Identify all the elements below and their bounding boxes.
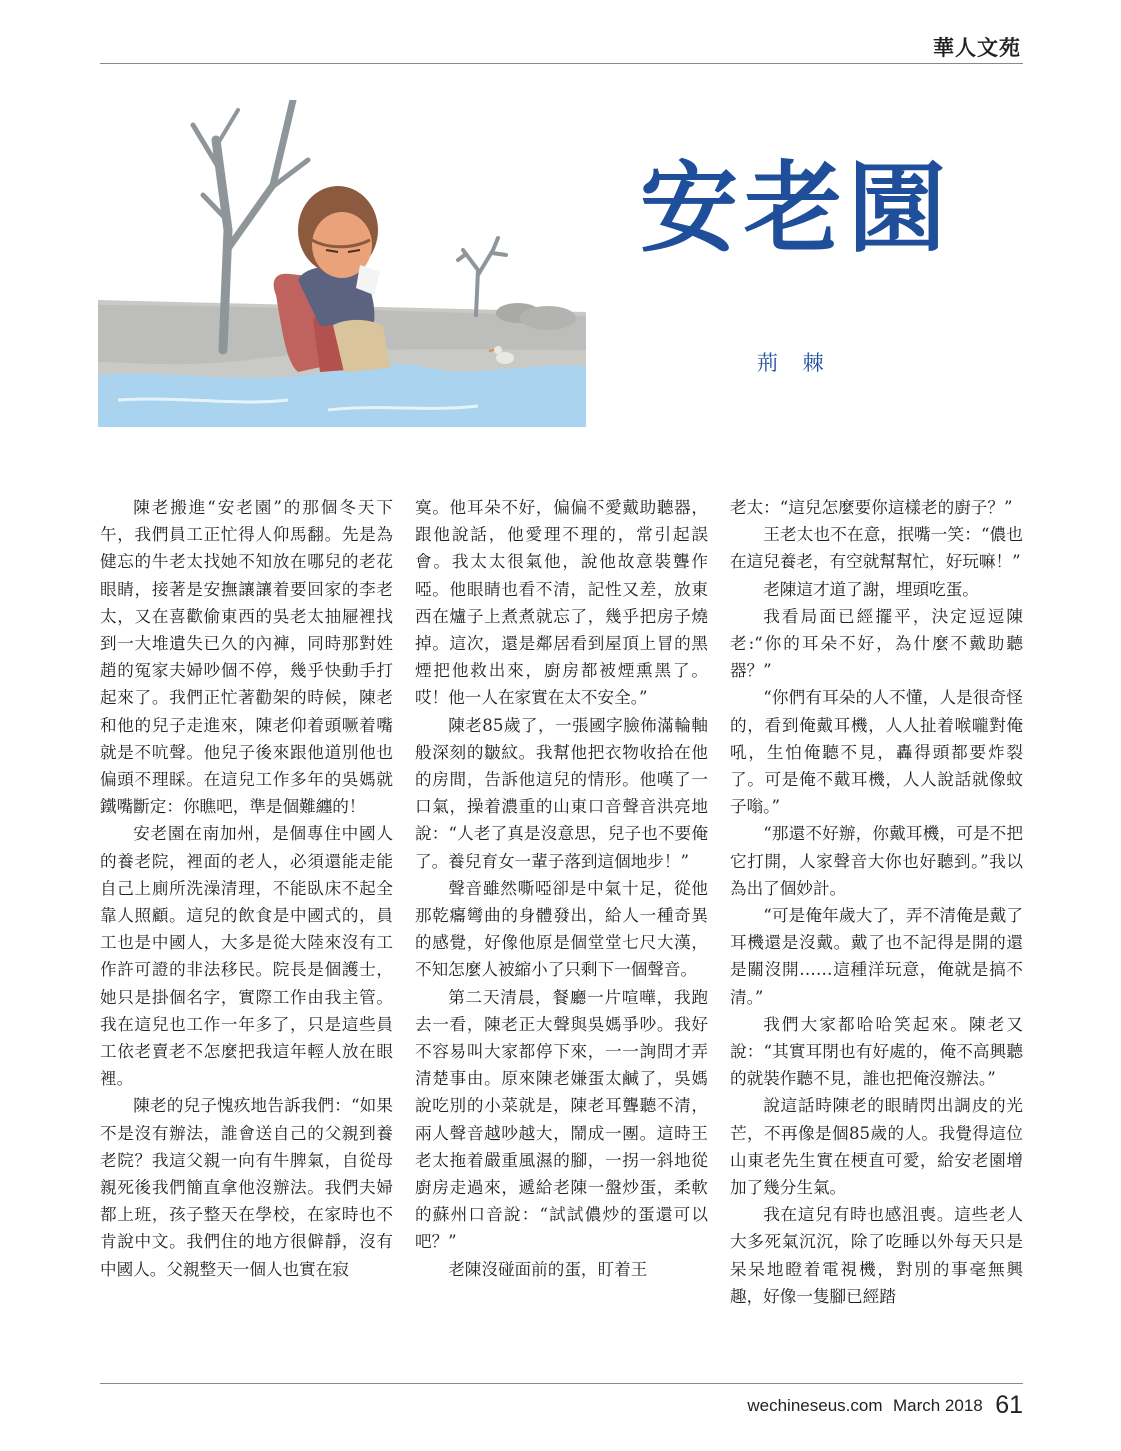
footer-website: wechineseus.com bbox=[747, 1396, 883, 1415]
header-divider bbox=[100, 63, 1023, 64]
page-footer bbox=[747, 1391, 1023, 1420]
paragraph: 寞。他耳朵不好，偏偏不愛戴助聽器，跟他說話，他愛理不理的，常引起誤會。我太太很氣他，說他故意裝聾作啞。他眼睛也看不清，記性又差，放東西在爐子上煮煮就忘了，幾乎把房子燒掉。這次，還是鄰居看到屋頂上冒的黑煙把他救出來，廚房都被煙熏黑了。哎！他一人在家實在太不安全。” bbox=[415, 498, 708, 708]
paragraph: 陳老搬進“安老園”的那個冬天下午，我們員工正忙得人仰馬翻。先是為健忘的牛老太找她不知放在哪兒的老花眼睛，接著是安撫讓讓着要回家的李老太，又在喜歡偷東西的吳老太抽屜裡找到一大堆遺失已久的內褲，同時那對姓趙的冤家夫婦吵個不停，幾乎快動手打起來了。我們正忙著勸架的時候，陳老和他的兒子走進來，陳老仰着頭噘着嘴就是不吭聲。他兒子後來跟他道別他也偏頭不理睬。在這兒工作多年的吳媽就鐵嘴斷定：你瞧吧，準是個難纏的！ bbox=[100, 498, 393, 817]
paragraph: 聲音雖然嘶啞卻是中氣十足，從他那乾癟彎曲的身體發出，給人一種奇異的感覺，好像他原是個堂堂七尺大漢，不知怎麼人被縮小了只剩下一個聲音。 bbox=[415, 878, 708, 980]
text-column-2 bbox=[415, 494, 708, 1283]
paragraph: 陳老85歲了，一張國字臉佈滿輪軸般深刻的皺紋。我幫他把衣物收拾在他的房間，告訴他這兒的情形。他嘆了一口氣，操着濃重的山東口音聲音洪亮地說：“人老了真是沒意思，兒子也不要俺了。養兒育女一輩子落到這個地步！” bbox=[415, 715, 708, 871]
paragraph: 我在這兒有時也感沮喪。這些老人大多死氣沉沉，除了吃睡以外每天只是呆呆地瞪着電視機，對別的事毫無興趣，好像一隻腳已經踏 bbox=[730, 1205, 1023, 1306]
paragraph: “你們有耳朵的人不懂，人是很奇怪的，看到俺戴耳機，人人扯着喉嚨對俺吼，生怕俺聽不見，轟得頭都要炸裂了。可是俺不戴耳機，人人說話就像蚊子嗡。” bbox=[730, 688, 1023, 817]
paragraph: 陳老的兒子愧疚地告訴我們：“如果不是沒有辦法，誰會送自己的父親到養老院？我這父親一向有牛脾氣，自從母親死後我們簡直拿他沒辦法。我們夫婦都上班，孩子整天在學校，在家時也不肯說中文。我們住的地方很僻靜，沒有中國人。父親整天一個人也實在寂 bbox=[100, 1096, 393, 1279]
paragraph: 老陳這才道了謝，埋頭吃蛋。 bbox=[763, 579, 979, 599]
paragraph: 第二天清晨，餐廳一片喧嘩，我跑去一看，陳老正大聲與吳媽爭吵。我好不容易叫大家都停下來，一一詢問才弄清楚事由。原來陳老嫌蛋太鹹了，吳媽說吃別的小菜就是，陳老耳聾聽不清，兩人聲音越吵越大，鬧成一團。這時王老太拖着嚴重風濕的腳，一拐一斜地從廚房走過來，遞給老陳一盤炒蛋，柔軟的蘇州口音說：“試試儂炒的蛋還可以吧？” bbox=[415, 987, 708, 1252]
paragraph: 安老園在南加州，是個專住中國人的養老院，裡面的老人，必須還能走能自己上廁所洗澡清理，不能臥床不起全靠人照顧。這兒的飲食是中國式的，員工也是中國人，大多是從大陸來沒有工作許可證的非法移民。院長是個護士，她只是掛個名字，實際工作由我主管。我在這兒也工作一年多了，只是這些員工依老賣老不怎麼把我這年輕人放在眼裡。 bbox=[100, 824, 393, 1089]
paragraph: 老太：“這兒怎麼要你這樣老的廚子？” bbox=[730, 498, 1013, 517]
paragraph: 老陳沒碰面前的蛋，盯着王 bbox=[448, 1259, 648, 1279]
paragraph: 說這話時陳老的眼睛閃出調皮的光芒，不再像是個85歲的人。我覺得這位山東老先生實在梗直可愛，給安老園增加了幾分生氣。 bbox=[730, 1096, 1023, 1198]
footer-issue-date: March 2018 bbox=[892, 1396, 983, 1415]
page-number: 61 bbox=[995, 1391, 1023, 1419]
text-column-1 bbox=[100, 494, 393, 1283]
footer-divider bbox=[100, 1383, 1023, 1384]
paragraph: 王老太也不在意，抿嘴一笑：“儂也在這兒養老，有空就幫幫忙，好玩嘛！” bbox=[730, 525, 1023, 572]
illustration-grieving-elder bbox=[98, 100, 586, 427]
article-title: 安老園 bbox=[640, 152, 953, 266]
paragraph: 我們大家都哈哈笑起來。陳老又說：“其實耳閉也有好處的，俺不高興聽的就裝作聽不見，誰也把俺沒辦法。” bbox=[730, 1014, 1023, 1089]
paragraph: 我看局面已經擺平，決定逗逗陳老:“你的耳朵不好，為什麼不戴助聽器？” bbox=[730, 606, 1023, 681]
text-column-3 bbox=[730, 494, 1023, 1310]
paragraph: “可是俺年歲大了，弄不清俺是戴了耳機還是沒戴。戴了也不記得是開的還是關沒開……這種洋玩意，俺就是搞不清。” bbox=[730, 906, 1023, 1007]
section-label: 華人文苑 bbox=[933, 35, 1021, 60]
article-author: 荊 棘 bbox=[757, 351, 833, 375]
paragraph: “那還不好辦，你戴耳機，可是不把它打開，人家聲音大你也好聽到。”我以為出了個妙計。 bbox=[730, 824, 1023, 898]
